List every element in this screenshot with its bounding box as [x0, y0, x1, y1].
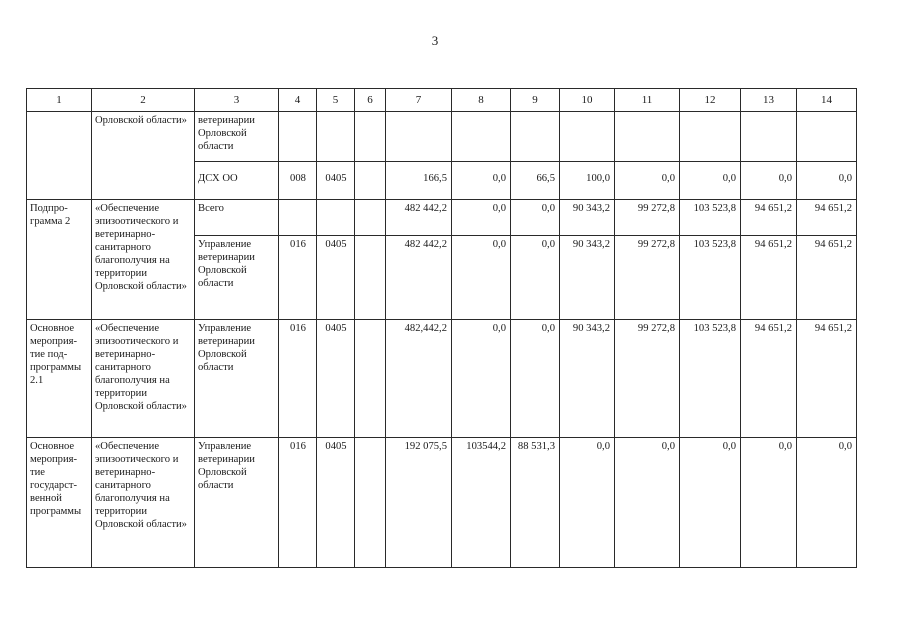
- value-cell: 0,0: [741, 162, 797, 200]
- executor-cell: Управление ветеринарии Орловской области: [195, 438, 279, 568]
- value-cell: [615, 112, 680, 162]
- value-cell: [560, 112, 615, 162]
- value-cell: 0,0: [797, 162, 857, 200]
- row-title-cell: «Обеспечение эпизоотического и ветеринарно-санитарного благополучия на территории Орловской области»: [92, 320, 195, 438]
- row-name-cell: Основное мероприя-тие под-программы 2.1: [27, 320, 92, 438]
- value-cell: 94 651,2: [741, 236, 797, 320]
- value-cell: 90 343,2: [560, 200, 615, 236]
- value-cell: 0,0: [797, 438, 857, 568]
- value-cell: 94 651,2: [797, 320, 857, 438]
- value-cell: 66,5: [511, 162, 560, 200]
- value-cell: 482,442,2: [386, 320, 452, 438]
- executor-cell: ДСХ ОО: [195, 162, 279, 200]
- value-cell: 0,0: [615, 438, 680, 568]
- page-number: 3: [431, 33, 439, 48]
- code-cell: 016: [279, 236, 317, 320]
- header-cell: 6: [355, 89, 386, 112]
- code-cell: [355, 162, 386, 200]
- value-cell: 0,0: [511, 236, 560, 320]
- code-cell: [317, 200, 355, 236]
- value-cell: [797, 112, 857, 162]
- code-cell: 008: [279, 162, 317, 200]
- value-cell: 103 523,8: [680, 320, 741, 438]
- value-cell: 99 272,8: [615, 236, 680, 320]
- header-cell: 7: [386, 89, 452, 112]
- code-cell: [317, 112, 355, 162]
- executor-cell: ветеринарии Орловской области: [195, 112, 279, 162]
- header-cell: 14: [797, 89, 857, 112]
- code-cell: 0405: [317, 438, 355, 568]
- table-row: [27, 200, 857, 236]
- code-cell: [279, 112, 317, 162]
- code-cell: 0405: [317, 162, 355, 200]
- value-cell: 0,0: [452, 200, 511, 236]
- value-cell: 0,0: [680, 162, 741, 200]
- value-cell: 0,0: [452, 236, 511, 320]
- row-name-cell: Основное мероприя-тие государст-венной программы: [27, 438, 92, 568]
- value-cell: [452, 112, 511, 162]
- value-cell: 0,0: [511, 200, 560, 236]
- value-cell: 94 651,2: [741, 200, 797, 236]
- value-cell: [741, 112, 797, 162]
- value-cell: 94 651,2: [797, 200, 857, 236]
- value-cell: 0,0: [741, 438, 797, 568]
- code-cell: 0405: [317, 236, 355, 320]
- header-cell: 3: [195, 89, 279, 112]
- value-cell: [386, 112, 452, 162]
- value-cell: 0,0: [511, 320, 560, 438]
- code-cell: [355, 320, 386, 438]
- header-cell: 10: [560, 89, 615, 112]
- table-row: [27, 438, 857, 568]
- executor-cell: Управление ветеринарии Орловской области: [195, 236, 279, 320]
- value-cell: 94 651,2: [741, 320, 797, 438]
- code-cell: [355, 112, 386, 162]
- code-cell: [355, 438, 386, 568]
- value-cell: 99 272,8: [615, 320, 680, 438]
- value-cell: [680, 112, 741, 162]
- value-cell: 90 343,2: [560, 320, 615, 438]
- header-cell: 13: [741, 89, 797, 112]
- header-cell: 2: [92, 89, 195, 112]
- header-cell: 5: [317, 89, 355, 112]
- value-cell: 103544,2: [452, 438, 511, 568]
- table-row: [27, 320, 857, 438]
- row-title-cell: «Обеспечение эпизоотического и ветеринарно-санитарного благополучия на территории Орловской области»: [92, 200, 195, 320]
- value-cell: 482 442,2: [386, 236, 452, 320]
- code-cell: [279, 200, 317, 236]
- value-cell: 0,0: [615, 162, 680, 200]
- code-cell: 016: [279, 320, 317, 438]
- value-cell: 482 442,2: [386, 200, 452, 236]
- row-title-cell: Орловской области»: [92, 112, 195, 200]
- value-cell: 103 523,8: [680, 200, 741, 236]
- header-cell: 11: [615, 89, 680, 112]
- header-cell: 8: [452, 89, 511, 112]
- code-cell: [355, 236, 386, 320]
- executor-cell: Управление ветеринарии Орловской области: [195, 320, 279, 438]
- program-table: [26, 88, 857, 568]
- value-cell: [511, 112, 560, 162]
- value-cell: 0,0: [452, 320, 511, 438]
- row-name-cell: Подпро-грамма 2: [27, 200, 92, 320]
- header-cell: 4: [279, 89, 317, 112]
- header-cell: 9: [511, 89, 560, 112]
- value-cell: 100,0: [560, 162, 615, 200]
- value-cell: 90 343,2: [560, 236, 615, 320]
- value-cell: 192 075,5: [386, 438, 452, 568]
- value-cell: 0,0: [452, 162, 511, 200]
- value-cell: 94 651,2: [797, 236, 857, 320]
- table-row: [27, 112, 857, 162]
- executor-cell: Всего: [195, 200, 279, 236]
- value-cell: 166,5: [386, 162, 452, 200]
- value-cell: 0,0: [560, 438, 615, 568]
- row-name-cell: [27, 112, 92, 200]
- code-cell: [355, 200, 386, 236]
- value-cell: 103 523,8: [680, 236, 741, 320]
- value-cell: 99 272,8: [615, 200, 680, 236]
- code-cell: 0405: [317, 320, 355, 438]
- header-row: [27, 89, 857, 112]
- code-cell: 016: [279, 438, 317, 568]
- row-title-cell: «Обеспечение эпизоотического и ветеринарно-санитарного благополучия на территории Орловской области»: [92, 438, 195, 568]
- value-cell: 0,0: [680, 438, 741, 568]
- header-cell: 1: [27, 89, 92, 112]
- value-cell: 88 531,3: [511, 438, 560, 568]
- header-cell: 12: [680, 89, 741, 112]
